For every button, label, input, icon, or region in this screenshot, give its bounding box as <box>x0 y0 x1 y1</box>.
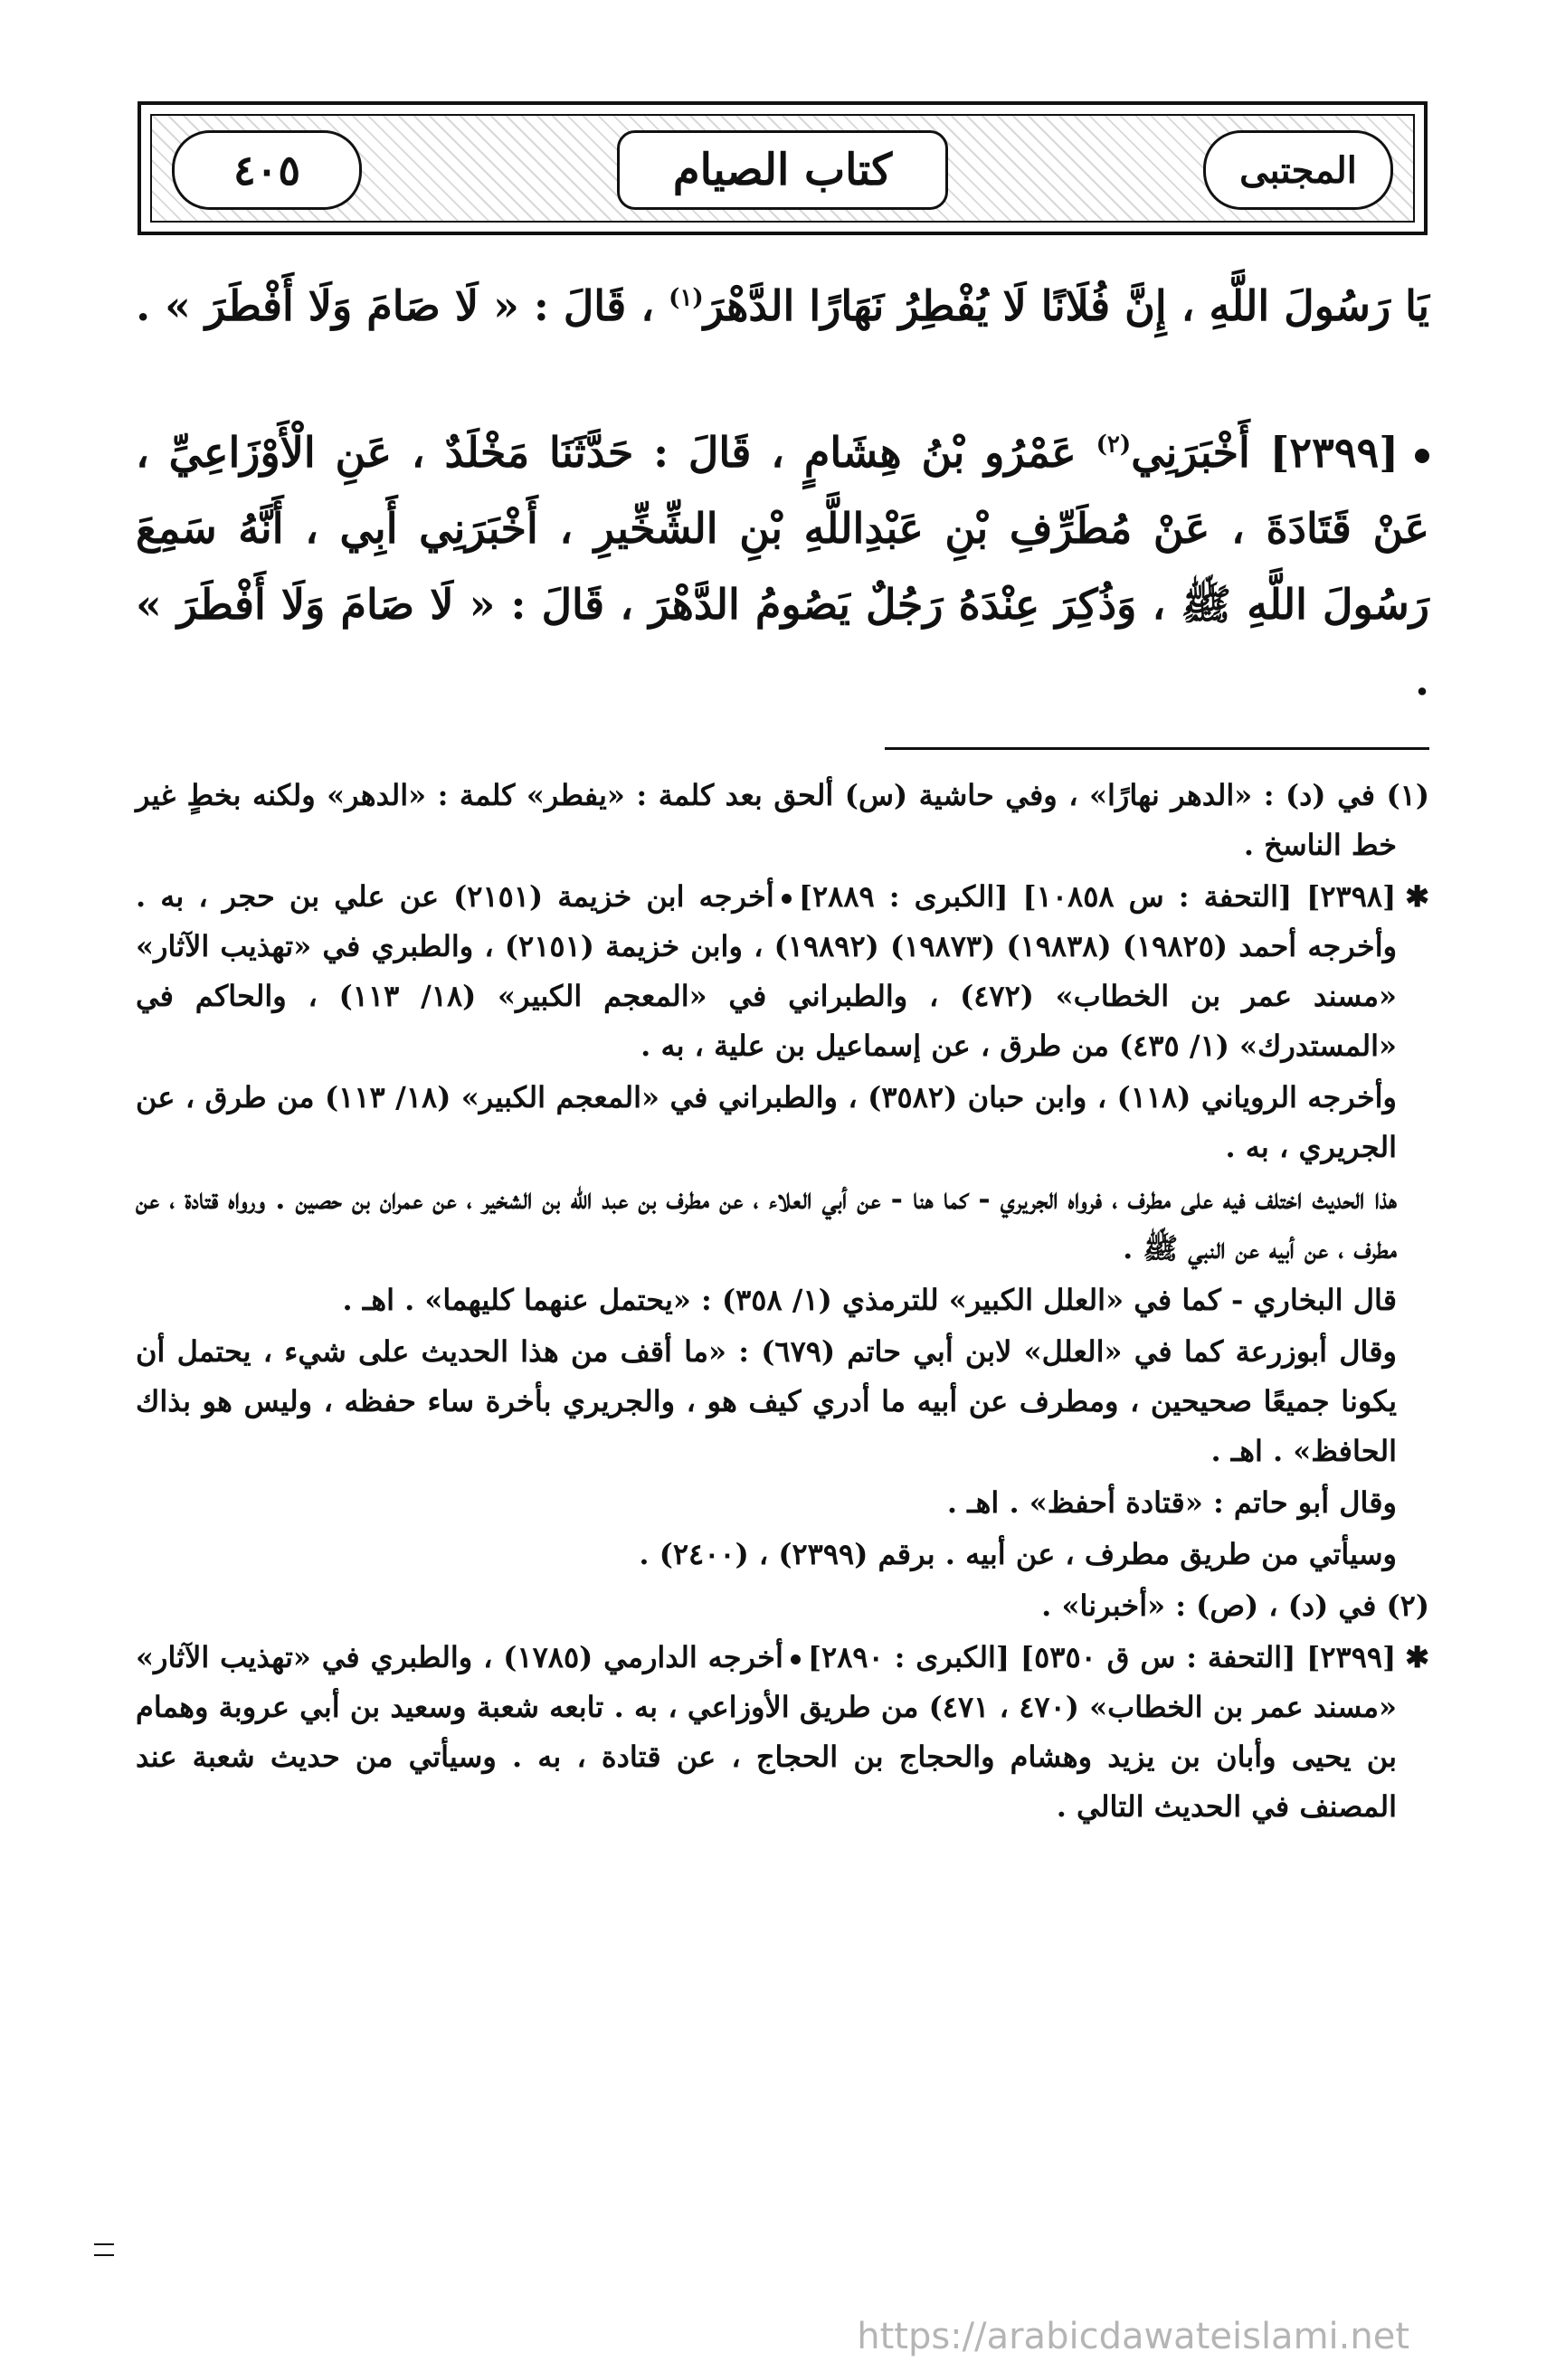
takhrij-2399-body: أخرجه الدارمي (١٧٨٥) ، والطبري في «تهذيب الآثار» «مسند عمر بن الخطاب» (٤٧٠ ، ٤٧١) من طريق الأوزاعي ، به . تابعه شعبة وسعيد بن أبي عروبة وهمام بن يحيى وأبان بن يزيد وهشام والحجاج بن الحجاج ، عن قتادة ، به . وسيأتي من حديث شعبة عند المصنف في الحديث التالي . <box>136 1640 1398 1824</box>
header-ornament-band <box>150 114 1415 223</box>
footnote-2: (٢) في (د) ، (ص) : «أخبرنا» . <box>1041 1588 1429 1623</box>
continuation-mark <box>94 2243 114 2256</box>
main-text-line-1 <box>136 268 1429 344</box>
takhrij-2399-head: [٢٣٩٩] [التحفة : س ق ٥٣٥٠] [الكبرى : ٢٨٩٠] <box>807 1640 1397 1674</box>
dot-icon <box>782 894 792 904</box>
takhrij-2399 <box>136 1633 1429 1832</box>
footnote-ref-2: (٢) <box>1096 431 1132 459</box>
takhrij-2398-head: [٢٣٩٨] [التحفة : س ١٠٨٥٨] [الكبرى : ٢٨٨٩] <box>798 879 1397 914</box>
footnote-ref-1: (١) <box>669 284 704 312</box>
takhrij-2398-body: أخرجه ابن خزيمة (٢١٥١) عن علي بن حجر ، به . وأخرجه أحمد (١٩٨٢٥) (١٩٨٣٨) (١٩٨٧٣) (١٩٨٩٢) ، وابن خزيمة (٢١٥١) ، والطبري في «تهذيب الآثار» «مسند عمر بن الخطاب» (٤٧٢) ، والطبراني في «المعجم الكبير» (١٨/ ١١٣) ، والحاكم في «المستدرك» (١/ ٤٣٥) من طرق ، عن إسماعيل بن علية ، به . <box>136 879 1398 1063</box>
note-paragraph-6: وقال أبو حاتم : «قتادة أحفظ» . اهـ . <box>946 1485 1397 1520</box>
asterisk-icon: ✱ <box>1405 879 1430 914</box>
note-paragraph-4: قال البخاري - كما في «العلل الكبير» للترمذي (١/ ٣٥٨) : «يحتمل عنهما كليهما» . اهـ . <box>342 1283 1397 1317</box>
hadith-text: عَمْرُو بْنُ هِشَامٍ ، قَالَ : حَدَّثَنَا مَخْلَدٌ ، عَنِ الْأَوْزَاعِيِّ ، عَنْ قَتَادَةَ ، عَنْ مُطَرِّفِ بْنِ عَبْدِاللَّهِ بْنِ الشِّخِّيرِ ، أَخْبَرَنِي أَبِي ، أَنَّهُ سَمِعَ رَسُولَ اللَّهِ ﷺ ، وَذُكِرَ عِنْدَهُ رَجُلٌ يَصُومُ الدَّهْرَ ، قَالَ : « لَا صَامَ وَلَا أَفْطَرَ » . <box>136 428 1429 705</box>
main-line1-text: يَا رَسُولَ اللَّهِ ، إِنَّ فُلَانًا لَا يُفْطِرُ نَهَارًا الدَّهْرَ <box>703 281 1429 330</box>
book-logo: المجتبى <box>1203 130 1393 210</box>
hadith-2399 <box>136 414 1429 718</box>
footnote-divider <box>885 747 1429 750</box>
watermark: https://arabicdawateislami.net <box>857 2316 1409 2357</box>
hadith-number: [٢٣٩٩] <box>1269 428 1399 477</box>
chapter-title: كتاب الصيام <box>617 130 948 210</box>
note-paragraph-7: وسيأتي من طريق مطرف ، عن أبيه . برقم (٢٣٩٩) ، (٢٤٠٠) . <box>639 1537 1397 1571</box>
footnotes <box>136 771 1429 1834</box>
takhrij-2398 <box>136 872 1429 1071</box>
main-line1-end: ، قَالَ : « لَا صَامَ وَلَا أَفْطَرَ » . <box>136 281 655 330</box>
hadith-start: أَخْبَرَنِي <box>1131 428 1250 477</box>
asterisk-icon: ✱ <box>1405 1640 1430 1674</box>
note-paragraph-2: وأخرجه الروياني (١١٨) ، وابن حبان (٣٥٨٢) ، والطبراني في «المعجم الكبير» (١٨/ ١١٣) من طرق ، عن الجريري ، به . <box>136 1080 1398 1164</box>
bullet-icon <box>1415 449 1429 463</box>
page-number: ٤٠٥ <box>172 130 362 210</box>
note-paragraph-3: هذا الحديث اختلف فيه على مطرف ، فرواه الجريري - كما هنا - عن أبي العلاء ، عن مطرف بن عبد الله بن الشخير ، عن عمران بن حصين . ورواه قتادة ، عن مطرف ، عن أبيه عن النبي ﷺ . <box>136 1181 1397 1266</box>
note-paragraph-5: وقال أبوزرعة كما في «العلل» لابن أبي حاتم (٦٧٩) : «ما أقف من هذا الحديث على شيء ، يحتمل أن يكونا جميعًا صحيحين ، ومطرف عن أبيه ما أدري كيف هو ، والجريري بأخرة ساء حفظه ، وليس هو بذاك الحافظ» . اهـ . <box>136 1334 1398 1468</box>
page-header <box>138 101 1428 235</box>
footnote-1: (١) في (د) : «الدهر نهارًا» ، وفي حاشية (س) ألحق بعد كلمة : «يفطر» كلمة : «الدهر» ولكنه بخطٍ غير خط الناسخ . <box>136 778 1429 862</box>
dot-icon <box>791 1655 801 1664</box>
